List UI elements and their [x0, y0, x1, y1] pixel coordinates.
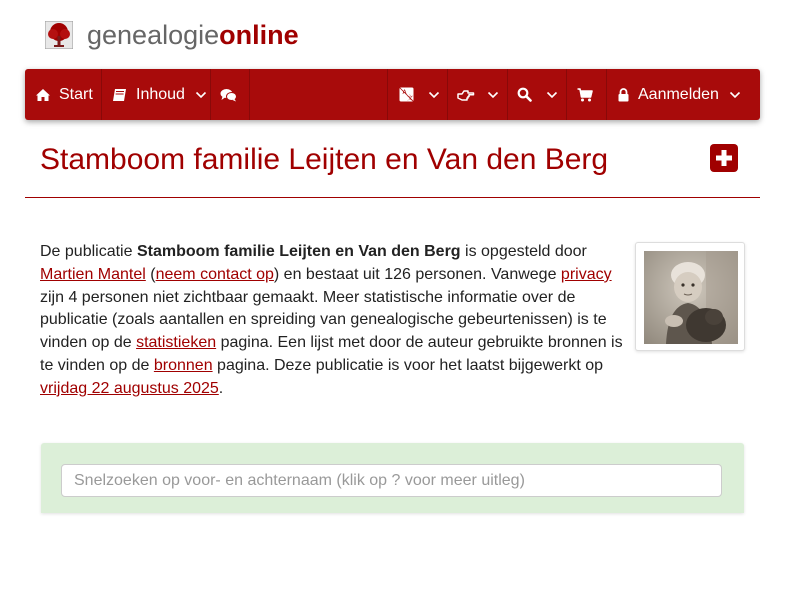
intro-text: zijn 4 personen niet zichtbaar gemaakt. Meer statistische informatie over de publicatie (zoals aantallen en spreiding van genealogische gebeurtenissen) is te vinden op de	[40, 288, 607, 352]
publication-title: Stamboom familie Leijten en Van den Berg	[136, 243, 461, 260]
nav-start-label: Start	[59, 85, 93, 103]
svg-text:A: A	[402, 89, 407, 96]
nav-inhoud[interactable]	[112, 69, 207, 120]
lock-icon	[618, 88, 629, 102]
chevron-down-icon	[546, 91, 558, 99]
nav-actions[interactable]	[457, 69, 499, 120]
nav-divider	[447, 69, 448, 120]
main-navbar	[25, 69, 760, 120]
intro-text: ) en bestaat uit 126 personen. Vanwege	[273, 265, 561, 283]
privacy-link[interactable]: privacy	[560, 265, 612, 283]
hand-pointer-icon	[457, 88, 475, 102]
svg-text:文: 文	[407, 95, 414, 102]
intro-text: .	[218, 379, 224, 397]
page-title: Stamboom familie Leijten en Van den Berg	[40, 143, 609, 176]
nav-login-label: Aanmelden	[638, 85, 719, 103]
chevron-down-icon	[428, 91, 440, 99]
title-divider	[25, 197, 760, 198]
nav-language[interactable]	[399, 69, 440, 120]
author-link[interactable]: Martien Mantel	[40, 265, 146, 283]
brand-name-part2: online	[219, 19, 299, 50]
nav-start[interactable]	[35, 69, 93, 120]
intro-text: pagina. Een lijst met door de auteur gebruikte bronnen is te vinden op de	[40, 334, 623, 374]
chevron-down-icon	[729, 91, 741, 99]
shopping-cart-icon	[577, 88, 593, 102]
expand-button[interactable]	[710, 144, 738, 172]
site-logo-text	[87, 20, 299, 51]
intro-text: is opgesteld door	[460, 243, 587, 260]
nav-search[interactable]	[517, 69, 558, 120]
nav-inhoud-label: Inhoud	[136, 85, 185, 103]
nav-divider	[566, 69, 567, 120]
site-logo[interactable]	[45, 18, 299, 52]
nav-divider	[101, 69, 102, 120]
publication-intro	[40, 241, 630, 401]
quick-search-input[interactable]	[61, 464, 722, 497]
nav-divider	[249, 69, 250, 120]
publication-photo[interactable]	[635, 242, 745, 351]
plus-square-icon	[715, 149, 733, 167]
nav-divider	[387, 69, 388, 120]
baby-photo-image	[644, 251, 738, 344]
nav-shop[interactable]	[577, 69, 593, 120]
tree-logo-icon	[45, 21, 73, 49]
comments-icon	[220, 88, 237, 102]
language-icon	[399, 87, 414, 102]
intro-text: De publicatie	[40, 243, 137, 260]
nav-divider	[507, 69, 508, 120]
nav-divider	[210, 69, 211, 120]
last-updated-link[interactable]: vrijdag 22 augustus 2025	[40, 379, 219, 397]
nav-forum[interactable]	[220, 69, 237, 120]
home-icon	[35, 88, 51, 102]
book-icon	[112, 88, 127, 102]
quick-search-panel	[41, 443, 744, 513]
nav-divider	[606, 69, 607, 120]
brand-name-part1: genealogie	[87, 19, 220, 50]
intro-text: (	[145, 265, 156, 283]
nav-login[interactable]	[618, 69, 741, 120]
sources-link[interactable]: bronnen	[153, 356, 213, 374]
contact-link[interactable]: neem contact op	[155, 265, 274, 283]
intro-text: pagina. Deze publicatie is voor het laatst bijgewerkt op	[212, 356, 604, 374]
search-icon	[517, 87, 532, 102]
chevron-down-icon	[195, 91, 207, 99]
chevron-down-icon	[487, 91, 499, 99]
statistics-link[interactable]: statistieken	[136, 334, 217, 352]
